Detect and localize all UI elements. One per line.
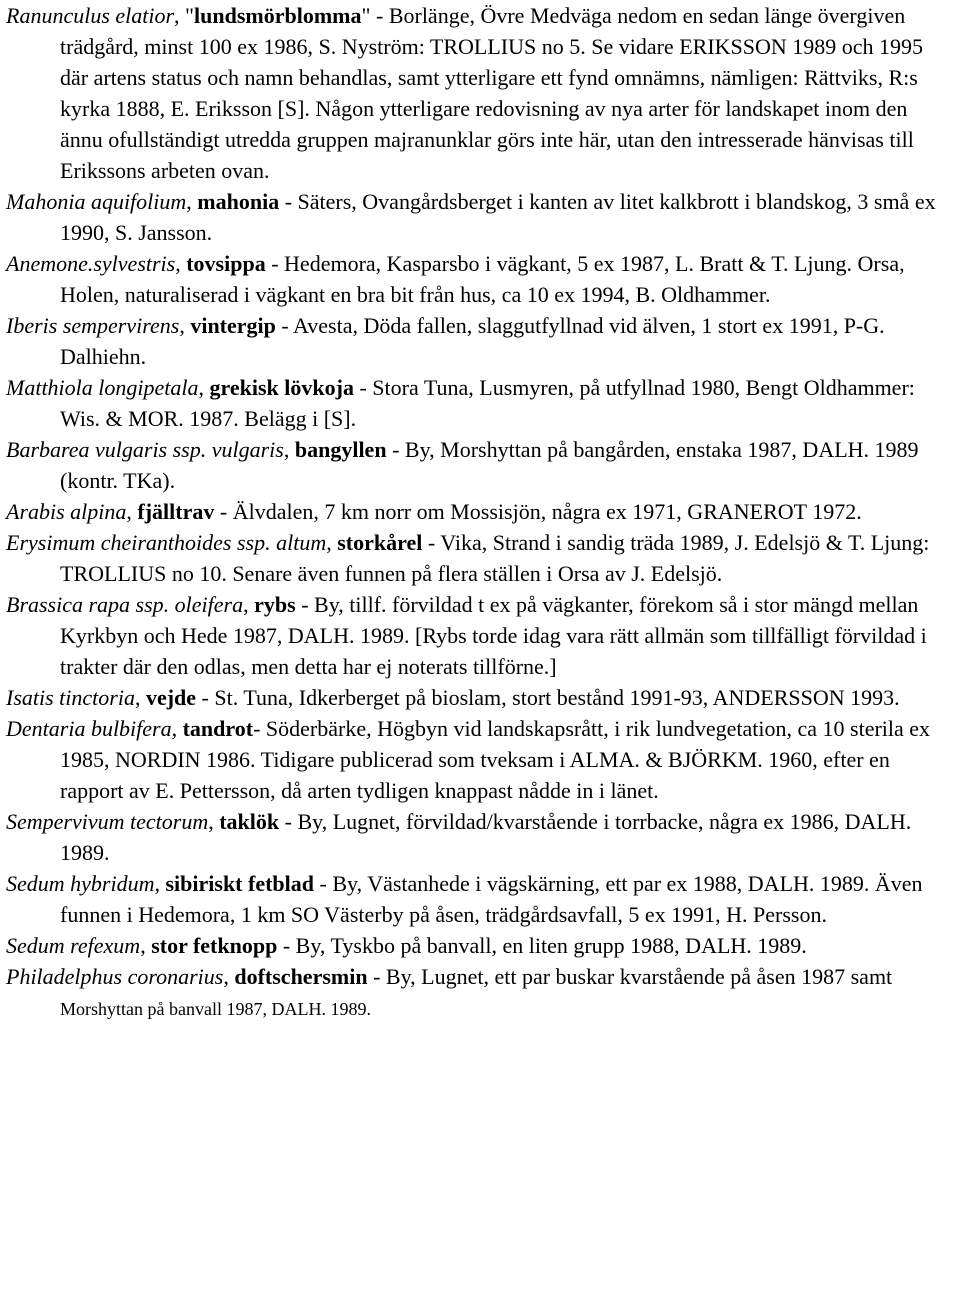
scientific-name: Sedum hybridum	[6, 871, 155, 896]
entry-text: ,	[243, 592, 255, 617]
scientific-name: Mahonia aquifolium	[6, 189, 187, 214]
scientific-name: Sedum refexum	[6, 933, 141, 958]
scientific-name: Sempervivum tectorum	[6, 809, 209, 834]
species-entry	[6, 527, 954, 589]
entry-text-small: Morshyttan på banvall 1987, DALH. 1989.	[60, 999, 371, 1019]
entry-text: - By, Morshyttan på bangården, enstaka 1987, DALH. 1989 (kontr. TKa).	[60, 437, 919, 493]
scientific-name: Barbarea vulgaris ssp. vulgaris	[6, 437, 284, 462]
species-entry	[6, 434, 954, 496]
common-name: vintergip	[190, 313, 276, 338]
entry-text: ,	[154, 871, 166, 896]
entry-text: ,	[140, 933, 152, 958]
entry-text: ,	[283, 437, 295, 462]
common-name: tandrot	[182, 716, 254, 741]
entry-text: ,	[208, 809, 220, 834]
common-name: tovsippa	[186, 251, 266, 276]
common-name: bangyllen	[294, 437, 387, 462]
entry-text: - Söderbärke, Högbyn vid landskapsrått, i rik lundvegetation, ca 10 sterila ex 1985, NORDIN 1986. Tidigare publicerad som tveksam i ALMA. & BJÖRKM. 1960, efter en rapport av E. Pettersson, då arten tydligen knappast nådde in i länet.	[60, 716, 931, 803]
common-name: rybs	[254, 592, 296, 617]
common-name: fjälltrav	[137, 499, 215, 524]
species-entry	[6, 961, 954, 1025]
entry-text: - Stora Tuna, Lusmyren, på utfyllnad 1980, Bengt Oldhammer: Wis. & MOR. 1987. Belägg i [S].	[60, 375, 915, 431]
scientific-name: Iberis sempervirens	[6, 313, 180, 338]
entry-text: ,	[179, 313, 191, 338]
common-name: stor fetknopp	[151, 933, 278, 958]
entry-text: ,	[326, 530, 338, 555]
entry-text: - By, tillf. förvildad t ex på vägkanter, förekom så i stor mängd mellan Kyrkbyn och Hede 1987, DALH. 1989. [Rybs torde idag vara rätt allmän som tillfälligt förvildad i trakter där den odlas, men detta har ej noterats tillförne.]	[60, 592, 927, 679]
species-entry	[6, 713, 954, 806]
entry-text: - By, Västanhede i vägskärning, ett par ex 1988, DALH. 1989. Även funnen i Hedemora, 1 km SO Västerby på åsen, trädgårdsavfall, 5 ex 1991, H. Persson.	[60, 871, 923, 927]
entry-text: ,	[134, 685, 146, 710]
entry-text: ,	[171, 716, 183, 741]
entry-text: - By, Tyskbo på banvall, en liten grupp 1988, DALH. 1989.	[277, 933, 807, 958]
entry-text: ,	[175, 251, 187, 276]
entry-text: ,	[223, 964, 235, 989]
entry-text: ,	[186, 189, 198, 214]
species-entry	[6, 589, 954, 682]
entry-text: - St. Tuna, Idkerberget på bioslam, stort bestånd 1991-93, ANDERSSON 1993.	[196, 685, 900, 710]
common-name: sibiriskt fetblad	[165, 871, 315, 896]
scientific-name: Philadelphus coronarius	[6, 964, 224, 989]
entry-text: - By, Lugnet, förvildad/kvarstående i torrbacke, några ex 1986, DALH. 1989.	[60, 809, 912, 865]
entry-text: ,	[126, 499, 138, 524]
species-entry	[6, 868, 954, 930]
entry-text: - Älvdalen, 7 km norr om Mossisjön, några ex 1971, GRANEROT 1972.	[214, 499, 862, 524]
scientific-name: Ranunculus elatior	[6, 3, 175, 28]
species-entry	[6, 186, 954, 248]
common-name: vejde	[145, 685, 197, 710]
species-entry	[6, 248, 954, 310]
scientific-name: Arabis alpina	[6, 499, 127, 524]
species-entry	[6, 930, 954, 961]
common-name: grekisk lövkoja	[209, 375, 354, 400]
entry-text: - Avesta, Döda fallen, slaggutfyllnad vid älven, 1 stort ex 1991, P-G. Dalhiehn.	[60, 313, 885, 369]
scientific-name: Brassica rapa ssp. oleifera	[6, 592, 244, 617]
scientific-name: Erysimum cheiranthoides ssp. altum	[6, 530, 327, 555]
common-name: lundsmörblomma	[194, 3, 362, 28]
species-entry	[6, 372, 954, 434]
species-entry	[6, 806, 954, 868]
scientific-name: Anemone.sylvestris	[6, 251, 176, 276]
species-list	[6, 0, 954, 1025]
scientific-name: Isatis tinctoria	[6, 685, 135, 710]
entry-text: ,	[198, 375, 210, 400]
scientific-name: Dentaria bulbifera	[6, 716, 172, 741]
common-name: doftschersmin	[234, 964, 368, 989]
entry-text: - Hedemora, Kasparsbo i vägkant, 5 ex 1987, L. Bratt & T. Ljung. Orsa, Holen, naturaliserad i vägkant en bra bit från hus, ca 10 ex 1994, B. Oldhammer.	[60, 251, 905, 307]
common-name: taklök	[219, 809, 280, 834]
entry-text: - Säters, Ovangårdsberget i kanten av litet kalkbrott i blandskog, 3 små ex 1990, S. Jansson.	[60, 189, 936, 245]
scientific-name: Matthiola longipetala	[6, 375, 199, 400]
entry-text: - By, Lugnet, ett par buskar kvarstående på åsen 1987 samt	[367, 964, 893, 989]
species-entry	[6, 496, 954, 527]
entry-text: - Vika, Strand i sandig träda 1989, J. Edelsjö & T. Ljung: TROLLIUS no 10. Senare även funnen på flera ställen i Orsa av J. Edelsjö.	[60, 530, 930, 586]
species-entry	[6, 310, 954, 372]
species-entry	[6, 682, 954, 713]
common-name: storkårel	[337, 530, 423, 555]
common-name: mahonia	[197, 189, 280, 214]
species-entry	[6, 0, 954, 186]
entry-text: , "	[174, 3, 195, 28]
entry-text: " - Borlänge, Övre Medväga nedom en sedan länge övergiven trädgård, minst 100 ex 1986, S. Nyström: TROLLIUS no 5. Se vidare ERIKSSON 1989 och 1995 där artens status och namn behandlas, samt ytterligare ett fynd omnämns, nämligen: Rättviks, R:s kyrka 1888, E. Eriksson [S]. Någon ytterligare redovisning av nya arter för landskapet inom den ännu ofullständigt utredda gruppen majranunklar görs inte här, utan den intresserade hänvisas till Erikssons arbeten ovan.	[60, 3, 924, 183]
